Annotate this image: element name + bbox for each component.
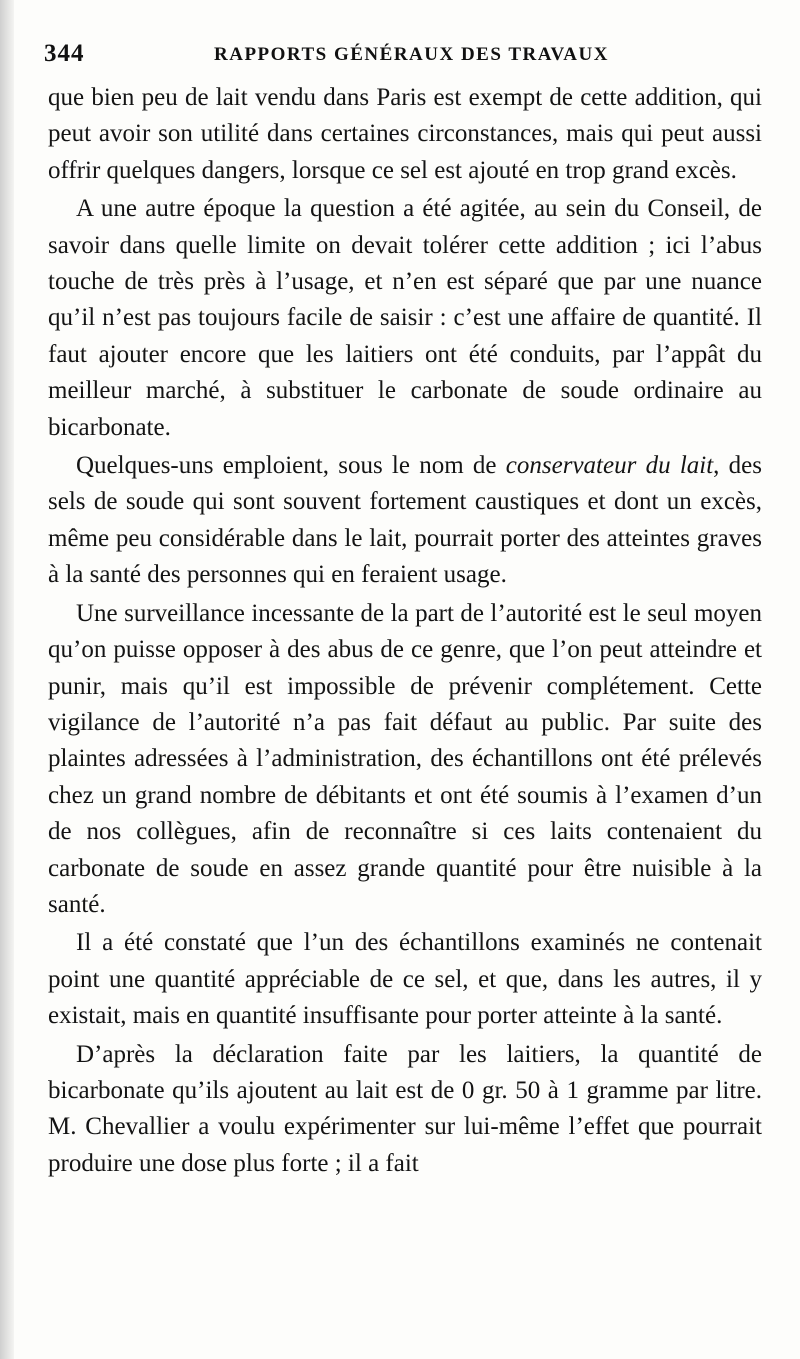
page-header: [44, 40, 760, 76]
page-number: 344: [44, 40, 85, 67]
paragraph-1: que bien peu de lait vendu dans Paris est exempt de cette addition, qui peut avoir son utilité dans certaines circonstances, mais qui peut aussi offrir quelques dangers, lorsque ce sel est ajouté en trop grand excès.: [48, 84, 762, 184]
paragraph-3-text-before: Quelques-uns emploient, sous le nom de: [76, 452, 506, 480]
body-text: [48, 80, 762, 1182]
running-title: RAPPORTS GÉNÉRAUX DES TRAVAUX: [214, 44, 609, 65]
paragraph-3-text-after: , des sels de soude qui sont souvent fortement caustiques et dont un excès, même peu considérable dans le lait, pourrait porter des atteintes graves à la santé des personnes qui en feraient usage.: [48, 452, 763, 589]
paragraph-6: D’après la déclaration faite par les laitiers, la quantité de bicarbonate qu’ils ajoutent au lait est de 0 gr. 50 à 1 gramme par litre. M. Chevallier a voulu expérimenter sur lui-même l’effet que pourrait produire une dose plus forte ; il a fait: [48, 1040, 762, 1177]
paragraph-3-italic-term: conservateur du lait: [505, 452, 714, 480]
paragraph-3: [48, 448, 762, 594]
paragraph-4: Une surveillance incessante de la part de l’autorité est le seul moyen qu’on puisse opposer à des abus de ce genre, que l’on peut atteindre et punir, mais qu’il est impossible de prévenir complétement. Cette vigilance de l’autorité n’a pas fait défaut au public. Par suite des plaintes adressées à l’administration, des échantillons ont été prélevés chez un grand nombre de débitants et ont été soumis à l’examen d’un de nos collègues, afin de reconnaître si ces laits contenaient du carbonate de soude en assez grande quantité pour être nuisible à la santé.: [48, 599, 762, 918]
paragraph-5: Il a été constaté que l’un des échantillons examinés ne contenait point une quantité appréciable de ce sel, et que, dans les autres, il y existait, mais en quantité insuffisante pour porter atteinte à la santé.: [48, 929, 762, 1030]
paragraph-2: A une autre époque la question a été agitée, au sein du Conseil, de savoir dans quelle limite on devait tolérer cette addition ; ici l’abus touche de très près à l’usage, et n’en est séparé que par une nuance qu’il n’est pas toujours facile de saisir : c’est une affaire de quantité. Il faut ajouter encore que les laitiers ont été conduits, par l’appât du meilleur marché, à substituer le carbonate de soude ordinaire au bicarbonate.: [48, 195, 762, 441]
page-gutter-shadow: [0, 0, 14, 1359]
